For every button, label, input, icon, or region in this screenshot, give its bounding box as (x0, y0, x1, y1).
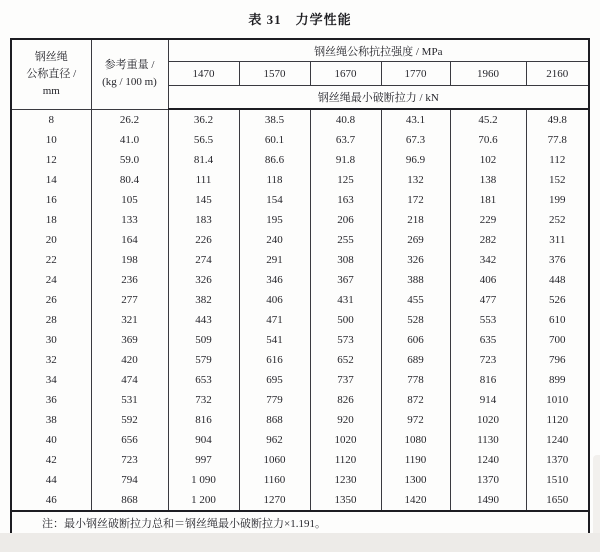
breaking-force-cell: 1300 (381, 470, 450, 490)
weight-cell: 369 (91, 330, 168, 350)
diameter-cell: 34 (11, 370, 91, 390)
diameter-cell: 40 (11, 430, 91, 450)
table-row (11, 210, 589, 230)
breaking-force-cell: 49.8 (526, 109, 589, 130)
breaking-force-cell: 1370 (450, 470, 526, 490)
diameter-cell: 46 (11, 490, 91, 511)
breaking-force-cell: 1 090 (168, 470, 239, 490)
breaking-force-cell: 40.8 (310, 109, 381, 130)
weight-cell: 80.4 (91, 170, 168, 190)
weight-cell: 105 (91, 190, 168, 210)
breaking-force-cell: 388 (381, 270, 450, 290)
breaking-force-cell: 1240 (526, 430, 589, 450)
breaking-force-cell: 689 (381, 350, 450, 370)
breaking-force-cell: 382 (168, 290, 239, 310)
table-row (11, 450, 589, 470)
diameter-cell: 16 (11, 190, 91, 210)
weight-cell: 656 (91, 430, 168, 450)
table-row (11, 490, 589, 511)
breaking-force-cell: 111 (168, 170, 239, 190)
breaking-force-cell: 1270 (239, 490, 310, 511)
breaking-force-cell: 1510 (526, 470, 589, 490)
diameter-cell: 22 (11, 250, 91, 270)
table-row (11, 170, 589, 190)
diameter-cell: 18 (11, 210, 91, 230)
header-strength-2160: 2160 (526, 62, 589, 86)
table-row (11, 350, 589, 370)
breaking-force-cell: 86.6 (239, 150, 310, 170)
breaking-force-cell: 1350 (310, 490, 381, 511)
header-strength-1960: 1960 (450, 62, 526, 86)
weight-cell: 321 (91, 310, 168, 330)
breaking-force-cell: 183 (168, 210, 239, 230)
table-row (11, 230, 589, 250)
diameter-cell: 26 (11, 290, 91, 310)
header-diameter-line3: mm (42, 84, 60, 97)
breaking-force-cell: 406 (239, 290, 310, 310)
table-row (11, 390, 589, 410)
breaking-force-cell: 102 (450, 150, 526, 170)
table-row (11, 430, 589, 450)
breaking-force-cell: 431 (310, 290, 381, 310)
breaking-force-cell: 778 (381, 370, 450, 390)
weight-cell: 59.0 (91, 150, 168, 170)
note-row (11, 511, 589, 534)
breaking-force-cell: 252 (526, 210, 589, 230)
table-row (11, 150, 589, 170)
breaking-force-cell: 240 (239, 230, 310, 250)
breaking-force-cell: 700 (526, 330, 589, 350)
breaking-force-cell: 1160 (239, 470, 310, 490)
breaking-force-cell: 616 (239, 350, 310, 370)
breaking-force-cell: 1130 (450, 430, 526, 450)
diameter-cell: 30 (11, 330, 91, 350)
table-row (11, 410, 589, 430)
weight-cell: 723 (91, 450, 168, 470)
breaking-force-cell: 181 (450, 190, 526, 210)
breaking-force-cell: 138 (450, 170, 526, 190)
breaking-force-cell: 118 (239, 170, 310, 190)
table-row (11, 290, 589, 310)
breaking-force-cell: 282 (450, 230, 526, 250)
table-row (11, 109, 589, 130)
diameter-cell: 8 (11, 109, 91, 130)
page-title: 表 31 力学性能 (248, 12, 352, 27)
breaking-force-cell: 96.9 (381, 150, 450, 170)
page-bottom-background (0, 533, 600, 552)
diameter-cell: 14 (11, 170, 91, 190)
breaking-force-cell: 154 (239, 190, 310, 210)
table-footer (11, 511, 589, 534)
breaking-force-cell: 448 (526, 270, 589, 290)
header-strength-1470: 1470 (168, 62, 239, 86)
breaking-force-cell: 199 (526, 190, 589, 210)
breaking-force-cell: 376 (526, 250, 589, 270)
weight-cell: 198 (91, 250, 168, 270)
breaking-force-cell: 737 (310, 370, 381, 390)
diameter-cell: 28 (11, 310, 91, 330)
breaking-force-cell: 526 (526, 290, 589, 310)
weight-cell: 236 (91, 270, 168, 290)
breaking-force-cell: 43.1 (381, 109, 450, 130)
breaking-force-cell: 1 200 (168, 490, 239, 511)
weight-cell: 277 (91, 290, 168, 310)
breaking-force-cell: 579 (168, 350, 239, 370)
breaking-force-cell: 36.2 (168, 109, 239, 130)
breaking-force-cell: 779 (239, 390, 310, 410)
diameter-cell: 36 (11, 390, 91, 410)
breaking-force-cell: 573 (310, 330, 381, 350)
header-diameter (11, 39, 91, 109)
breaking-force-cell: 77.8 (526, 130, 589, 150)
weight-cell: 531 (91, 390, 168, 410)
table-row (11, 190, 589, 210)
breaking-force-cell: 112 (526, 150, 589, 170)
breaking-force-cell: 195 (239, 210, 310, 230)
breaking-force-cell: 553 (450, 310, 526, 330)
table-note: 注：最小钢丝破断拉力总和＝钢丝绳最小破断拉力×1.191。 (11, 511, 589, 534)
diameter-cell: 38 (11, 410, 91, 430)
breaking-force-cell: 1020 (310, 430, 381, 450)
header-strength-1670: 1670 (310, 62, 381, 86)
breaking-force-cell: 796 (526, 350, 589, 370)
breaking-force-cell: 471 (239, 310, 310, 330)
breaking-force-cell: 342 (450, 250, 526, 270)
breaking-force-cell: 125 (310, 170, 381, 190)
diameter-cell: 44 (11, 470, 91, 490)
breaking-force-cell: 132 (381, 170, 450, 190)
breaking-force-cell: 70.6 (450, 130, 526, 150)
breaking-force-cell: 652 (310, 350, 381, 370)
breaking-force-cell: 56.5 (168, 130, 239, 150)
breaking-force-cell: 63.7 (310, 130, 381, 150)
header-breaking-force: 钢丝绳最小破断拉力 / kN (168, 86, 589, 110)
breaking-force-cell: 81.4 (168, 150, 239, 170)
breaking-force-cell: 997 (168, 450, 239, 470)
breaking-force-cell: 291 (239, 250, 310, 270)
breaking-force-cell: 226 (168, 230, 239, 250)
breaking-force-cell: 1080 (381, 430, 450, 450)
breaking-force-cell: 509 (168, 330, 239, 350)
table-row (11, 270, 589, 290)
header-diameter-line2: 公称直径 / (26, 67, 77, 80)
breaking-force-cell: 695 (239, 370, 310, 390)
breaking-force-cell: 816 (168, 410, 239, 430)
breaking-force-cell: 1420 (381, 490, 450, 511)
breaking-force-cell: 868 (239, 410, 310, 430)
breaking-force-cell: 477 (450, 290, 526, 310)
header-weight (91, 39, 168, 109)
breaking-force-cell: 1370 (526, 450, 589, 470)
diameter-cell: 42 (11, 450, 91, 470)
table-row (11, 310, 589, 330)
breaking-force-cell: 274 (168, 250, 239, 270)
breaking-force-cell: 914 (450, 390, 526, 410)
header-weight-line1: 参考重量 / (104, 59, 155, 72)
page-edge-shading (593, 455, 600, 535)
header-tensile-strength: 钢丝绳公称抗拉强度 / MPa (168, 39, 589, 62)
breaking-force-cell: 610 (526, 310, 589, 330)
weight-cell: 592 (91, 410, 168, 430)
breaking-force-cell: 163 (310, 190, 381, 210)
weight-cell: 474 (91, 370, 168, 390)
breaking-force-cell: 826 (310, 390, 381, 410)
breaking-force-cell: 500 (310, 310, 381, 330)
diameter-cell: 20 (11, 230, 91, 250)
mechanical-properties-table (10, 38, 590, 535)
breaking-force-cell: 1490 (450, 490, 526, 511)
breaking-force-cell: 528 (381, 310, 450, 330)
header-weight-line2: (kg / 100 m) (102, 76, 157, 89)
breaking-force-cell: 1240 (450, 450, 526, 470)
breaking-force-cell: 816 (450, 370, 526, 390)
breaking-force-cell: 326 (381, 250, 450, 270)
table-header (11, 39, 589, 109)
breaking-force-cell: 269 (381, 230, 450, 250)
breaking-force-cell: 1120 (526, 410, 589, 430)
breaking-force-cell: 920 (310, 410, 381, 430)
breaking-force-cell: 311 (526, 230, 589, 250)
breaking-force-cell: 606 (381, 330, 450, 350)
diameter-cell: 12 (11, 150, 91, 170)
breaking-force-cell: 346 (239, 270, 310, 290)
breaking-force-cell: 455 (381, 290, 450, 310)
breaking-force-cell: 635 (450, 330, 526, 350)
diameter-cell: 24 (11, 270, 91, 290)
breaking-force-cell: 1650 (526, 490, 589, 511)
table-row (11, 250, 589, 270)
breaking-force-cell: 972 (381, 410, 450, 430)
breaking-force-cell: 732 (168, 390, 239, 410)
table-row (11, 330, 589, 350)
breaking-force-cell: 91.8 (310, 150, 381, 170)
breaking-force-cell: 443 (168, 310, 239, 330)
breaking-force-cell: 541 (239, 330, 310, 350)
table-row (11, 470, 589, 490)
breaking-force-cell: 872 (381, 390, 450, 410)
weight-cell: 26.2 (91, 109, 168, 130)
breaking-force-cell: 308 (310, 250, 381, 270)
breaking-force-cell: 67.3 (381, 130, 450, 150)
breaking-force-cell: 172 (381, 190, 450, 210)
breaking-force-cell: 1190 (381, 450, 450, 470)
weight-cell: 420 (91, 350, 168, 370)
breaking-force-cell: 1230 (310, 470, 381, 490)
breaking-force-cell: 218 (381, 210, 450, 230)
diameter-cell: 10 (11, 130, 91, 150)
table-row (11, 370, 589, 390)
breaking-force-cell: 45.2 (450, 109, 526, 130)
breaking-force-cell: 38.5 (239, 109, 310, 130)
breaking-force-cell: 723 (450, 350, 526, 370)
weight-cell: 41.0 (91, 130, 168, 150)
breaking-force-cell: 206 (310, 210, 381, 230)
breaking-force-cell: 406 (450, 270, 526, 290)
weight-cell: 868 (91, 490, 168, 511)
header-strength-1770: 1770 (381, 62, 450, 86)
breaking-force-cell: 904 (168, 430, 239, 450)
breaking-force-cell: 653 (168, 370, 239, 390)
header-strength-1570: 1570 (239, 62, 310, 86)
table-row (11, 130, 589, 150)
breaking-force-cell: 1120 (310, 450, 381, 470)
weight-cell: 794 (91, 470, 168, 490)
diameter-cell: 32 (11, 350, 91, 370)
breaking-force-cell: 367 (310, 270, 381, 290)
weight-cell: 164 (91, 230, 168, 250)
breaking-force-cell: 1020 (450, 410, 526, 430)
breaking-force-cell: 1060 (239, 450, 310, 470)
breaking-force-cell: 899 (526, 370, 589, 390)
breaking-force-cell: 145 (168, 190, 239, 210)
breaking-force-cell: 255 (310, 230, 381, 250)
breaking-force-cell: 152 (526, 170, 589, 190)
breaking-force-cell: 962 (239, 430, 310, 450)
breaking-force-cell: 229 (450, 210, 526, 230)
breaking-force-cell: 60.1 (239, 130, 310, 150)
weight-cell: 133 (91, 210, 168, 230)
breaking-force-cell: 326 (168, 270, 239, 290)
header-diameter-line1: 钢丝绳 (34, 50, 68, 63)
table-body (11, 109, 589, 511)
breaking-force-cell: 1010 (526, 390, 589, 410)
